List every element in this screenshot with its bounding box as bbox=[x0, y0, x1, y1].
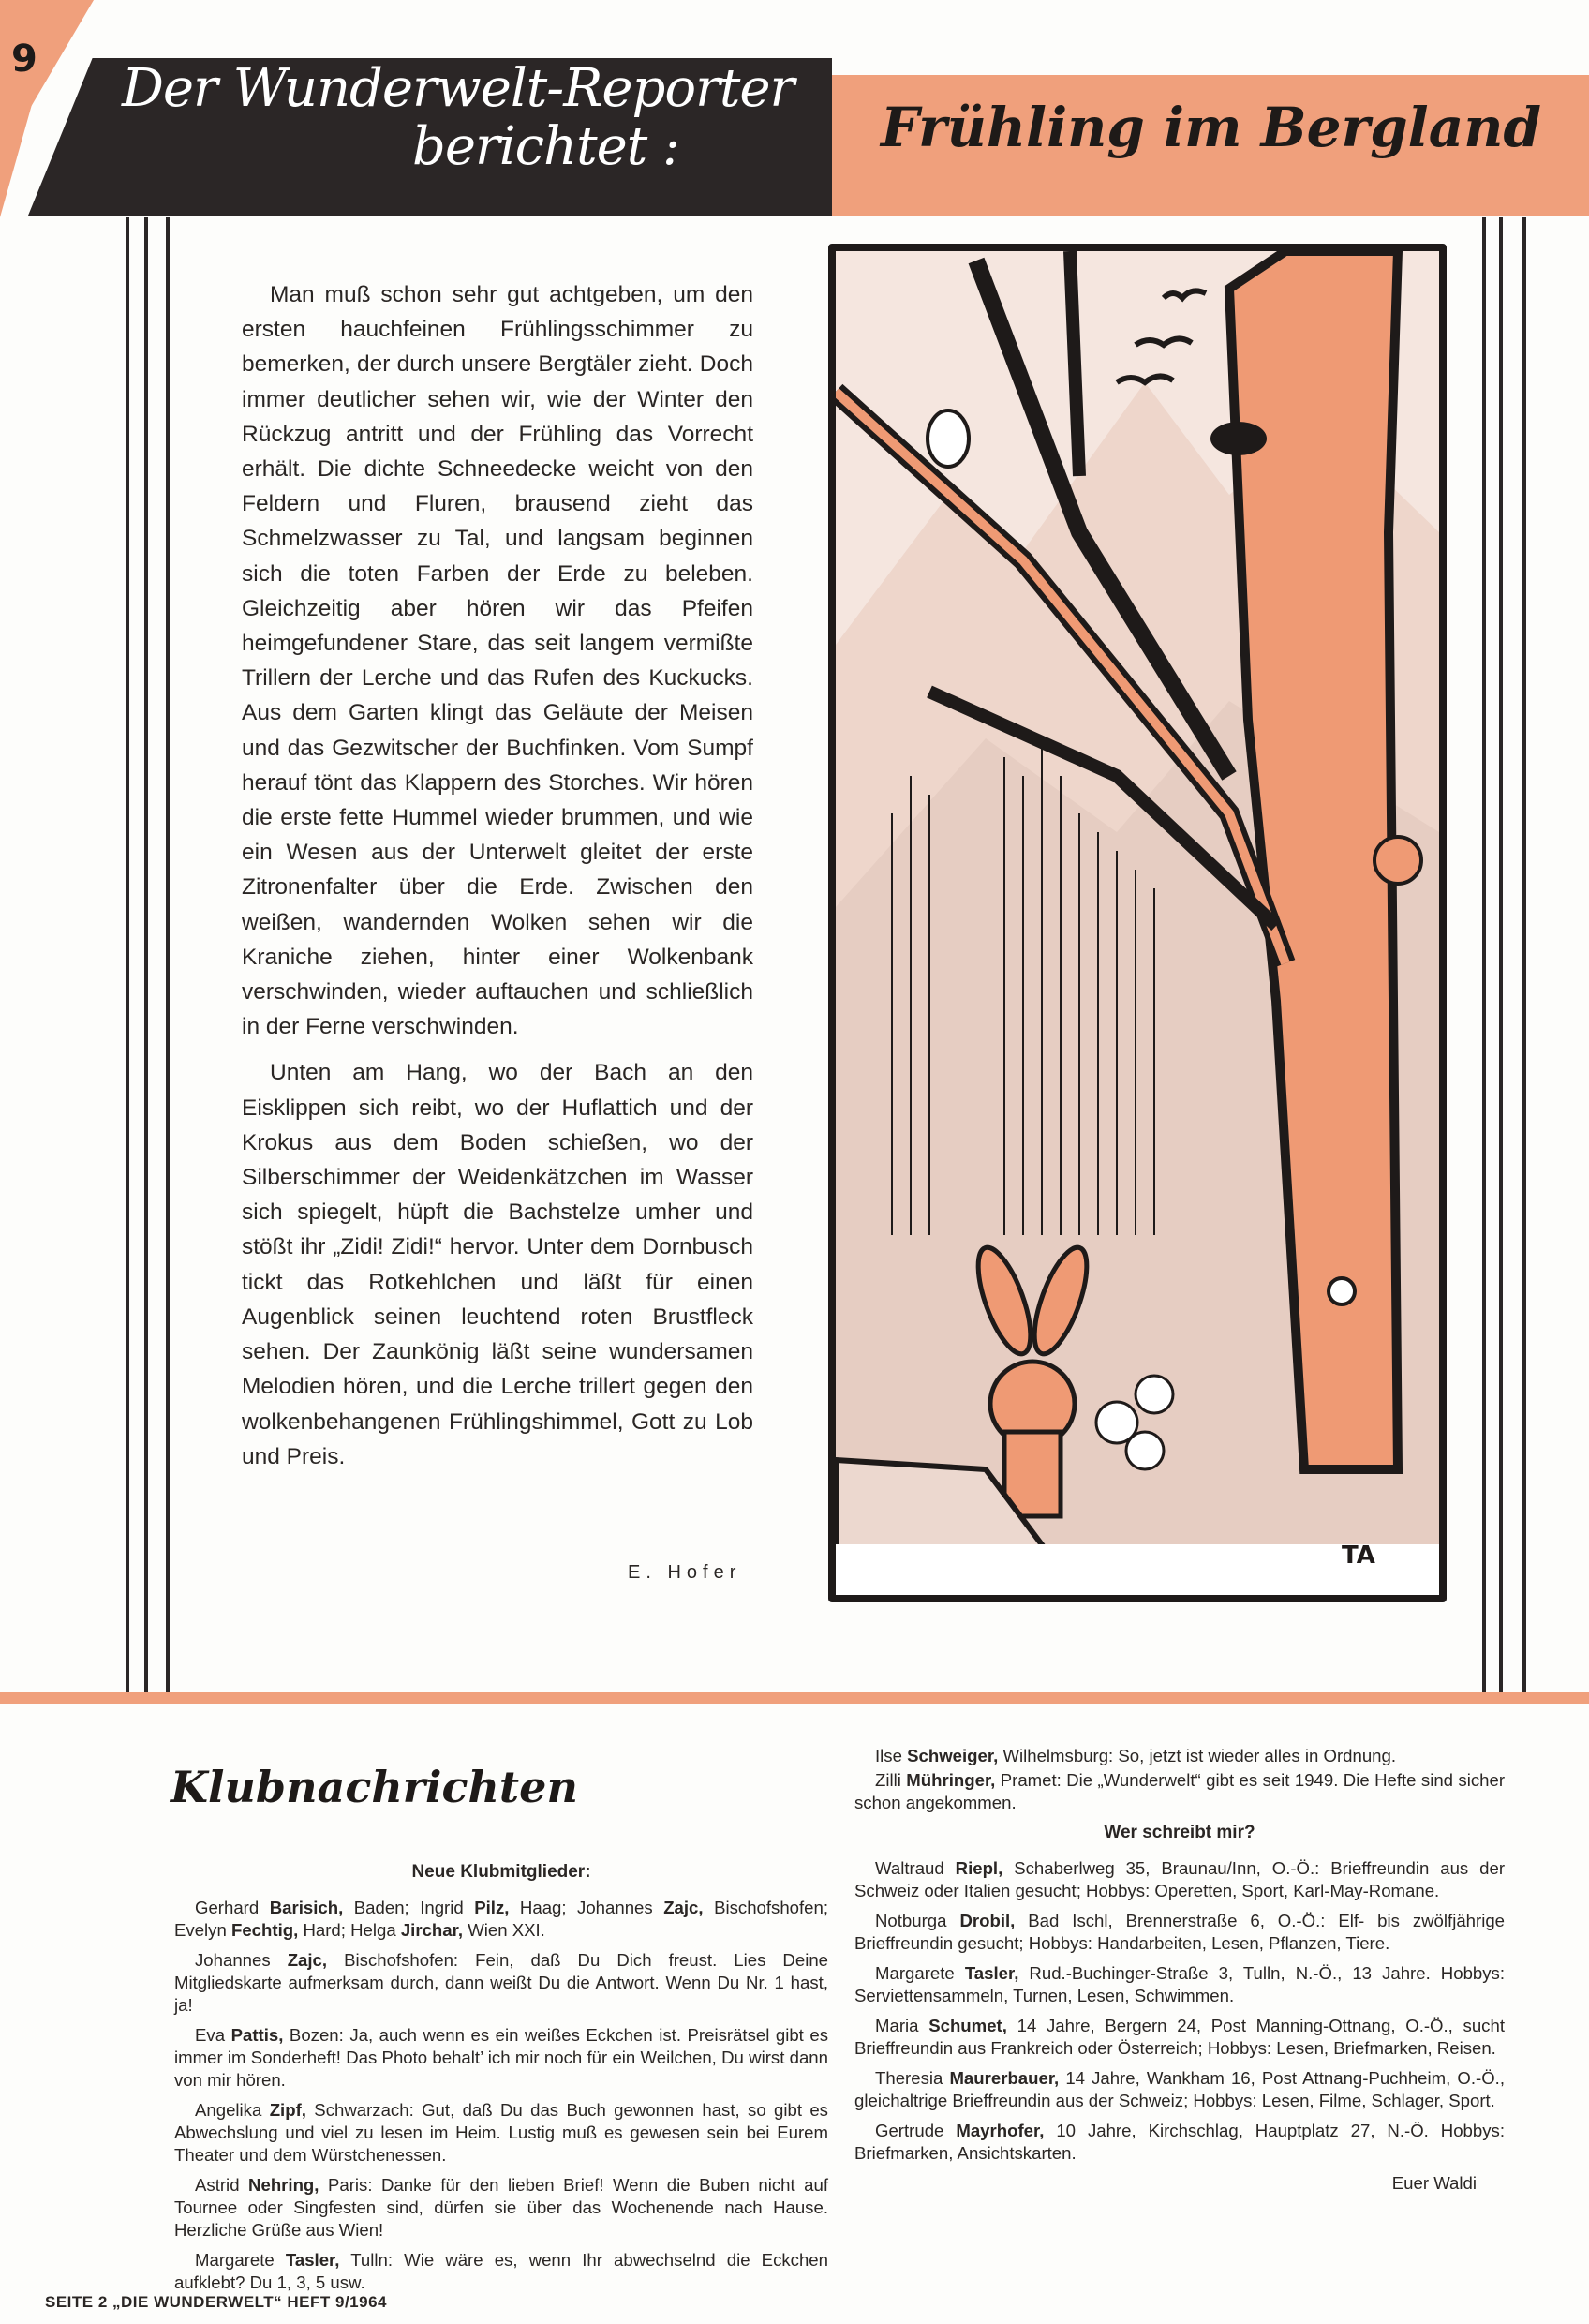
illustration-drawing bbox=[836, 251, 1439, 1595]
club-news-right-column bbox=[854, 1745, 1505, 2202]
series-title bbox=[122, 60, 796, 176]
penpal-entry: Margarete Tasler, Rud.-Buchinger-Straße 3, Tulln, N.-Ö., 13 Jahre. Hobbys: Serviettensammeln, Turnen, Lesen, Schwimmen. bbox=[854, 1963, 1506, 2005]
reply-entry: Ilse Schweiger, Wilhelmsburg: So, jetzt ist wieder alles in Ordnung. bbox=[875, 1746, 1397, 1765]
article-author: E. Hofer bbox=[628, 1562, 742, 1583]
penpals-heading: Wer schreibt mir? bbox=[1104, 1823, 1255, 1842]
reply-entry: Zilli Mühringer, Pramet: Die „Wunderwelt“ gibt es seit 1949. Die Hefte sind sicher schon angekommen. bbox=[854, 1770, 1506, 1812]
reply-entry: Johannes Zajc, Bischofshofen: Fein, daß Du Dich freust. Lies Deine Mitgliedskarte aufmerksam durch, dann weißt Du die Antwort. Wenn Du Nr. 1 hast, ja! bbox=[174, 1950, 829, 2015]
page-number: 9 bbox=[11, 37, 37, 81]
new-members-heading: Neue Klubmitglieder: bbox=[411, 1862, 591, 1882]
club-news-left-column bbox=[174, 1857, 828, 2302]
article-body bbox=[242, 277, 753, 1485]
article-paragraph: Man muß schon sehr gut achtgeben, um den ersten hauchfeinen Frühlingsschimmer zu bemerken, der durch unsere Bergtäler zieht. Doch immer deutlicher sehen wir, wie der Winter den Rückzug antritt und der Frühling das Vorrecht erhält. Die dichte Schneedecke weicht von den Feldern und Fluren, brausend zieht das Schmelzwasser zu Tal, und langsam beginnen sich die toten Farben der Erde zu beleben. Gleichzeitig aber hören wir das Pfeifen heimgefundener Stare, das seit langem vermißte Trillern der Lerche und das Rufen des Kuckucks. Aus dem Garten klingt das Geläute der Meisen und das Gezwitscher der Buchfinken. Vom Sumpf herauf tönt das Klappern des Storches. Wir hören die erste fette Hummel wieder brummen, und wie ein Wesen aus der Unterwelt gleitet der erste Zitronenfalter über die Erde. Zwischen den weißen, wandernden Wolken sehen wir die Kraniche ziehen, hinter einer Wolkenbank verschwinden, wieder auftauchen und schließlich in der Ferne verschwinden. bbox=[242, 282, 753, 1040]
left-rule bbox=[126, 217, 129, 1698]
series-title-line1: Der Wunderwelt-Reporter bbox=[122, 58, 794, 119]
article-title: Frühling im Bergland bbox=[881, 96, 1542, 159]
left-rule bbox=[166, 217, 170, 1698]
flying-birds bbox=[1117, 290, 1206, 382]
bee-icon bbox=[1329, 1278, 1355, 1304]
bird-icon bbox=[928, 410, 969, 467]
penpal-entry: Theresia Maurerbauer, 14 Jahre, Wankham 16, Post Attnang-Puchheim, O.-Ö., gleichaltrige Brieffreundin aus der Schweiz; Hobbys: Lesen, Filme, Schlager, Sport. bbox=[854, 2068, 1505, 2110]
reply-entry: Margarete Tasler, Tulln: Wie wäre es, wenn Ihr abwechselnd die Eckchen aufklebt? Du 1, 3, 5 usw. bbox=[174, 2250, 828, 2292]
tree-branch bbox=[1070, 251, 1079, 476]
article-paragraph: Unten am Hang, wo der Bach an den Eisklippen sich reibt, wo der Huflattich und der Krokus aus dem Boden schießen, wo der Silberschimmer der Weidenkätzchen im Wasser sich spiegelt, hüpft die Bachstelze umher und stößt ihr „Zidi! Zidi!“ hervor. Unter dem Dornbusch tickt das Rotkehlchen und läßt für einen Augenblick seinen leuchtend roten Brustfleck sehen. Der Zaunkönig läßt seine wundersamen Melodien hören, und die Lerche trillert gegen den wolkenbehangenen Frühlingshimmel, Gott zu Lob und Preis. bbox=[242, 1060, 753, 1469]
new-members-list: Gerhard Barisich, Baden; Ingrid Pilz, Haag; Johannes Zajc, Bischofshofen; Evelyn Fechtig, Hard; Helga Jirchar, Wien XXI. bbox=[174, 1898, 829, 1940]
penpal-entry: Gertrude Mayrhofer, 10 Jahre, Kirchschlag, Hauptplatz 27, N.-Ö. Hobbys: Briefmarken, Ansichtskarten. bbox=[854, 2121, 1505, 2163]
penpal-entry: Waltraud Riepl, Schaberlweg 35, Braunau/Inn, O.-Ö.: Brieffreundin aus der Schweiz oder Italien gesucht; Hobbys: Operetten, Sport, Karl-May-Romane. bbox=[854, 1858, 1506, 1900]
artist-signature: TA bbox=[1342, 1542, 1375, 1570]
right-rule bbox=[1482, 217, 1486, 1698]
reply-entry: Eva Pattis, Bozen: Ja, auch wenn es ein weißes Eckchen ist. Preisrätsel gibt es immer im Sonderheft! Das Photo behalt’ ich mir noch für ein Weilchen, Du wirst dann von mir hören. bbox=[174, 2025, 829, 2090]
series-title-line2: berichtet : bbox=[412, 116, 679, 177]
spring-forest-illustration bbox=[828, 244, 1447, 1602]
section-divider bbox=[0, 1692, 1589, 1704]
club-news-title: Klubnachrichten bbox=[171, 1762, 578, 1812]
left-rule bbox=[144, 217, 148, 1698]
penpal-entry: Notburga Drobil, Bad Ischl, Brennerstraße 6, O.-Ö.: Elf- bis zwölfjährige Brieffreundin gesucht; Hobbys: Handarbeiten, Lesen, Pflanzen, Tiere. bbox=[854, 1911, 1506, 1953]
reply-entry: Angelika Zipf, Schwarzach: Gut, daß Du das Buch gewonnen hast, so gibt es Abwechslung und viel zu lesen im Heim. Lustig muß es gewesen sein bei Eurem Theater und dem Würstchenessen. bbox=[174, 2100, 828, 2165]
club-signature: Euer Waldi bbox=[1391, 2173, 1477, 2193]
right-rule bbox=[1499, 217, 1503, 1698]
reply-entry: Astrid Nehring, Paris: Danke für den lieben Brief! Wenn die Buben nicht auf Tournee oder Singfesten sind, dürfen sie über das Wochenende nach Hause. Herzliche Grüße aus Wien! bbox=[174, 2175, 829, 2240]
page-footer: SEITE 2 „DIE WUNDERWELT“ HEFT 9/1964 bbox=[45, 2293, 387, 2311]
right-rule bbox=[1522, 217, 1526, 1698]
penpal-entry: Maria Schumet, 14 Jahre, Bergern 24, Post Manning-Ottnang, O.-Ö., sucht Brieffreundin aus Frankreich oder Österreich; Hobbys: Lesen, Briefmarken, Reisen. bbox=[854, 2016, 1505, 2058]
bird-icon bbox=[1210, 422, 1267, 455]
squirrel-figure bbox=[1374, 837, 1421, 884]
